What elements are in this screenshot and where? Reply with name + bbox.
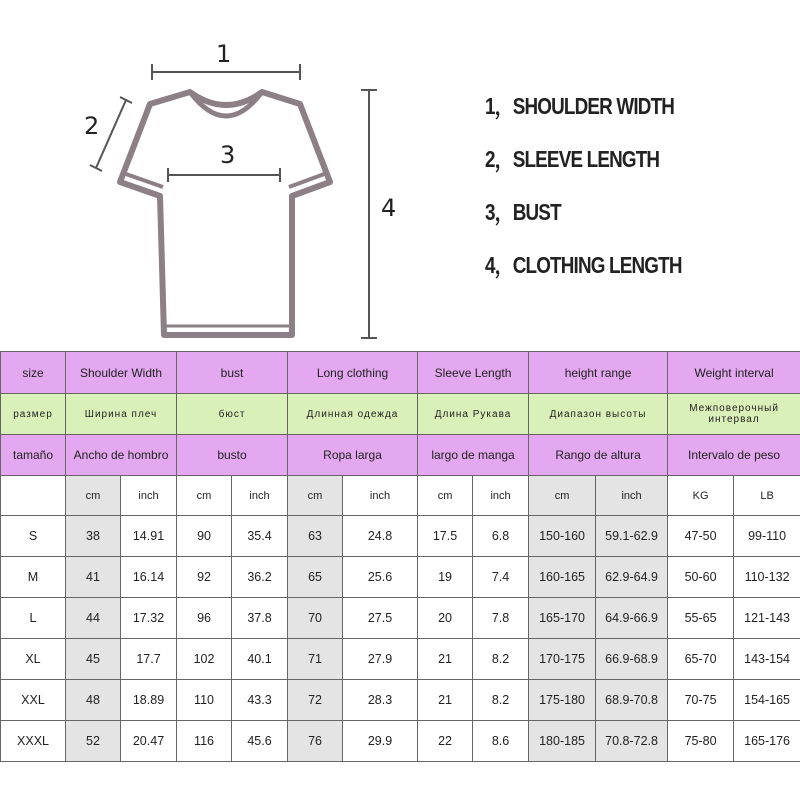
measurement-cell: 70-75 [668,680,734,721]
measurement-cell: 72 [288,680,343,721]
size-row [1,557,800,598]
measure-label-2: 2 [84,112,100,140]
unit-cell: inch [232,476,288,516]
unit-cell: cm [177,476,232,516]
measurement-cell: 28.3 [343,680,418,721]
legend-item-bust: 3，BUST [485,199,561,225]
measurement-cell: 160-165 [529,557,596,598]
measurement-cell: 16.14 [121,557,177,598]
unit-cell: cm [288,476,343,516]
measurement-cell: 68.9-70.8 [596,680,668,721]
header-row-english [1,352,800,394]
measurement-cell: 116 [177,721,232,762]
header-cell: Intervalo de peso [668,435,800,476]
header-cell: height range [529,352,668,394]
measurement-cell: 59.1-62.9 [596,516,668,557]
legend-item-clothing-length: 4，CLOTHING LENGTH [485,252,682,278]
header-row-spanish [1,435,800,476]
measurement-cell: 71 [288,639,343,680]
measurement-cell: 92 [177,557,232,598]
size-label-cell: S [1,516,66,557]
measurement-cell: 47-50 [668,516,734,557]
measurement-cell: 25.6 [343,557,418,598]
measurement-cell: 170-175 [529,639,596,680]
measurement-cell: 27.5 [343,598,418,639]
size-label-cell: XXL [1,680,66,721]
tshirt-shape [120,92,330,335]
unit-cell: inch [596,476,668,516]
unit-cell: inch [473,476,529,516]
measurement-cell: 41 [66,557,121,598]
header-cell: Weight interval [668,352,800,394]
measurement-cell: 29.9 [343,721,418,762]
header-cell: bust [177,352,288,394]
header-cell: Длинная одежда [288,394,418,435]
size-label-cell: XL [1,639,66,680]
measurement-cell: 21 [418,680,473,721]
header-cell: Rango de altura [529,435,668,476]
measurement-cell: 121-143 [734,598,800,639]
measurement-cell: 45 [66,639,121,680]
measurement-cell: 7.8 [473,598,529,639]
header-cell: Диапазон высоты [529,394,668,435]
header-cell: Ancho de hombro [66,435,177,476]
size-row [1,680,800,721]
measurement-cell: 37.8 [232,598,288,639]
measurement-cell: 19 [418,557,473,598]
header-cell: largo de manga [418,435,529,476]
measurement-cell: 63 [288,516,343,557]
header-cell: Ширина плеч [66,394,177,435]
measurement-cell: 6.8 [473,516,529,557]
measurement-cell: 64.9-66.9 [596,598,668,639]
measurement-cell: 17.7 [121,639,177,680]
measurement-cell: 70.8-72.8 [596,721,668,762]
header-row-russian [1,394,800,435]
measurement-cell: 165-170 [529,598,596,639]
header-cell: size [1,352,66,394]
unit-cell: cm [529,476,596,516]
measurement-cell: 110-132 [734,557,800,598]
measurement-cell: 35.4 [232,516,288,557]
size-label-cell: L [1,598,66,639]
header-cell: busto [177,435,288,476]
measurement-cell: 143-154 [734,639,800,680]
measurement-cell: 27.9 [343,639,418,680]
header-cell: Shoulder Width [66,352,177,394]
measurement-cell: 76 [288,721,343,762]
measurement-cell: 150-160 [529,516,596,557]
measurement-cell: 99-110 [734,516,800,557]
unit-cell [1,476,66,516]
measurement-cell: 36.2 [232,557,288,598]
unit-cell: inch [121,476,177,516]
header-cell: Long clothing [288,352,418,394]
measurement-cell: 55-65 [668,598,734,639]
measure-label-3: 3 [220,141,236,169]
measurement-legend [485,88,785,300]
unit-cell: cm [418,476,473,516]
measurement-cell: 48 [66,680,121,721]
size-row [1,598,800,639]
measurement-cell: 102 [177,639,232,680]
measurement-cell: 18.89 [121,680,177,721]
unit-cell: KG [668,476,734,516]
measurement-cell: 8.2 [473,639,529,680]
measurement-cell: 66.9-68.9 [596,639,668,680]
measurement-cell: 17.32 [121,598,177,639]
size-row [1,516,800,557]
measurement-cell: 45.6 [232,721,288,762]
measurement-cell: 110 [177,680,232,721]
measurement-cell: 7.4 [473,557,529,598]
unit-cell: cm [66,476,121,516]
measurement-cell: 21 [418,639,473,680]
measurement-cell: 165-176 [734,721,800,762]
measurement-cell: 90 [177,516,232,557]
measurement-cell: 65 [288,557,343,598]
header-cell: Ropa larga [288,435,418,476]
legend-item-sleeve-length: 2，SLEEVE LENGTH [485,146,660,172]
measure-label-1: 1 [216,40,232,68]
header-cell: Sleeve Length [418,352,529,394]
size-row [1,639,800,680]
measurement-cell: 175-180 [529,680,596,721]
legend-item-shoulder-width: 1，SHOULDER WIDTH [485,93,675,119]
size-label-cell: XXXL [1,721,66,762]
measurement-cell: 70 [288,598,343,639]
unit-row [1,476,800,516]
sleeve-length-measure [96,100,126,168]
measurement-cell: 20 [418,598,473,639]
measurement-cell: 50-60 [668,557,734,598]
measurement-cell: 52 [66,721,121,762]
header-cell: tamaño [1,435,66,476]
measurement-cell: 44 [66,598,121,639]
measurement-cell: 154-165 [734,680,800,721]
measurement-cell: 40.1 [232,639,288,680]
measurement-cell: 20.47 [121,721,177,762]
header-cell: размер [1,394,66,435]
measurement-cell: 65-70 [668,639,734,680]
measurement-cell: 8.2 [473,680,529,721]
measurement-cell: 96 [177,598,232,639]
measurement-cell: 22 [418,721,473,762]
measurement-cell: 14.91 [121,516,177,557]
measurement-cell: 17.5 [418,516,473,557]
measurement-cell: 75-80 [668,721,734,762]
measurement-cell: 180-185 [529,721,596,762]
measurement-cell: 8.6 [473,721,529,762]
measure-label-4: 4 [381,194,397,222]
measurement-cell: 43.3 [232,680,288,721]
measurement-cell: 24.8 [343,516,418,557]
unit-cell: LB [734,476,800,516]
size-row [1,721,800,762]
header-cell: Межповерочный интервал [668,394,800,435]
measurement-cell: 62.9-64.9 [596,557,668,598]
unit-cell: inch [343,476,418,516]
header-cell: бюст [177,394,288,435]
measurement-cell: 38 [66,516,121,557]
size-chart-table [0,351,800,762]
size-label-cell: M [1,557,66,598]
header-cell: Длина Рукава [418,394,529,435]
